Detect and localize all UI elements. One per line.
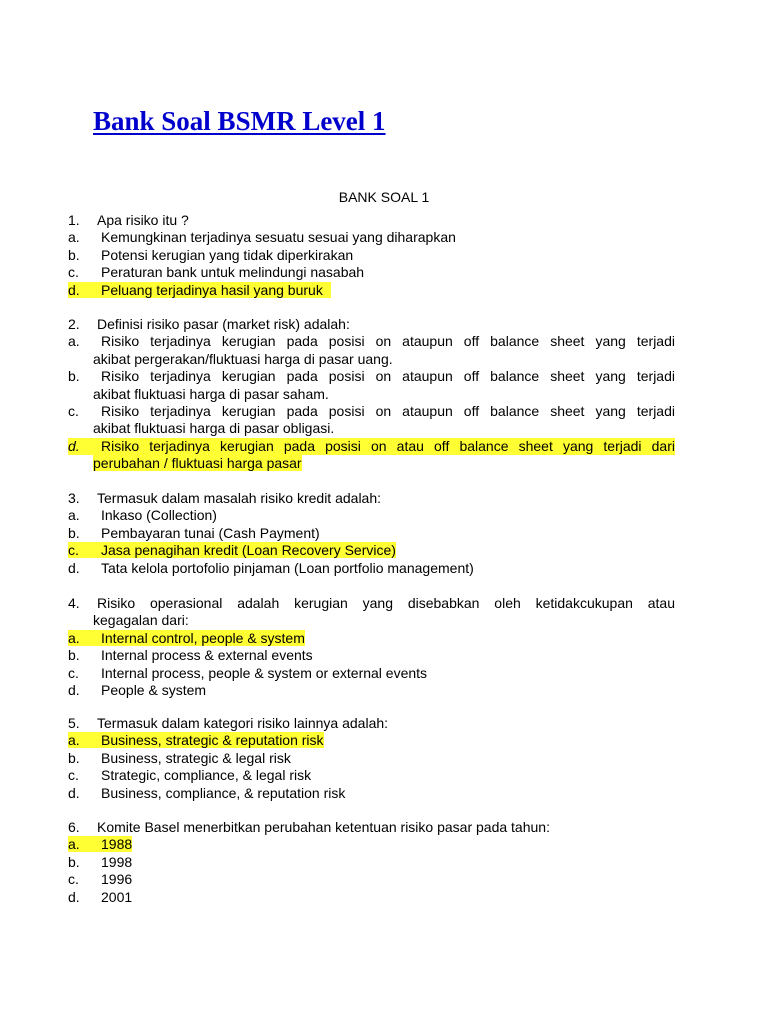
- option-a-correct: a. 1988: [68, 836, 133, 853]
- option-c: c. 1996: [68, 871, 133, 888]
- option-a: a. Kemungkinan terjadinya sesuatu sesuai yang diharapkan: [68, 229, 456, 246]
- question-text: 4. Risiko operasional adalah kerugian yang disebabkan oleh ketidakcukupan atau: [68, 595, 675, 611]
- option-b-cont: akibat fluktuasi harga di pasar saham.: [93, 385, 329, 402]
- option-c: c. Internal process, people & system or external events: [68, 664, 428, 681]
- option-c: c. Strategic, compliance, & legal risk: [68, 767, 312, 784]
- option-d-cont: perubahan / fluktuasi harga pasar: [93, 455, 302, 472]
- option-b: b. Risiko terjadinya kerugian pada posisi on ataupun off balance sheet yang terjadi: [68, 368, 675, 385]
- question-4: [68, 595, 675, 699]
- section-heading: BANK SOAL 1: [338, 189, 430, 205]
- question-5: [68, 715, 675, 802]
- option-b: b. 1998: [68, 853, 133, 870]
- question-3: [68, 490, 675, 577]
- option-a: a. Inkaso (Collection): [68, 507, 217, 524]
- question-text: 2. Definisi risiko pasar (market risk) adalah:: [68, 316, 350, 332]
- option-b: b. Potensi kerugian yang tidak diperkirakan: [68, 246, 354, 263]
- document-title: Bank Soal BSMR Level 1: [93, 106, 386, 136]
- option-d: d. People & system: [68, 682, 207, 699]
- option-c: c. Risiko terjadinya kerugian pada posisi on ataupun off balance sheet yang terjadi: [68, 403, 675, 420]
- question-text: 3. Termasuk dalam masalah risiko kredit adalah:: [68, 490, 382, 506]
- option-a-correct: a. Internal control, people & system: [68, 629, 305, 646]
- option-d: d. 2001: [68, 888, 133, 905]
- question-text: 1. Apa risiko itu ?: [68, 212, 189, 228]
- question-text: 5. Termasuk dalam kategori risiko lainnya adalah:: [68, 715, 389, 731]
- option-b: b. Internal process & external events: [68, 647, 313, 664]
- option-d: d. Business, compliance, & reputation risk: [68, 784, 346, 801]
- option-b: b. Business, strategic & legal risk: [68, 749, 291, 766]
- question-text: 6. Komite Basel menerbitkan perubahan ketentuan risiko pasar pada tahun:: [68, 819, 550, 835]
- question-text-cont: kegagalan dari:: [93, 612, 189, 629]
- question-6: [68, 819, 675, 906]
- option-a-cont: akibat pergerakan/fluktuasi harga di pasar uang.: [93, 350, 393, 367]
- option-d: d. Tata kelola portofolio pinjaman (Loan portfolio management): [68, 559, 474, 576]
- option-d-correct: d. Risiko terjadinya kerugian pada posisi on atau off balance sheet yang terjadi dari: [68, 437, 675, 454]
- question-1: [68, 212, 675, 299]
- option-a: a. Risiko terjadinya kerugian pada posisi on ataupun off balance sheet yang terjadi: [68, 333, 675, 350]
- option-c-cont: akibat fluktuasi harga di pasar obligasi.: [93, 420, 335, 437]
- question-2: [68, 316, 675, 473]
- option-c: c. Peraturan bank untuk melindungi nasabah: [68, 264, 365, 281]
- option-c-correct: c. Jasa penagihan kredit (Loan Recovery Service): [68, 542, 396, 559]
- option-a-correct: a. Business, strategic & reputation risk: [68, 732, 324, 749]
- option-b: b. Pembayaran tunai (Cash Payment): [68, 524, 320, 541]
- option-d-correct: d. Peluang terjadinya hasil yang buruk: [68, 282, 675, 299]
